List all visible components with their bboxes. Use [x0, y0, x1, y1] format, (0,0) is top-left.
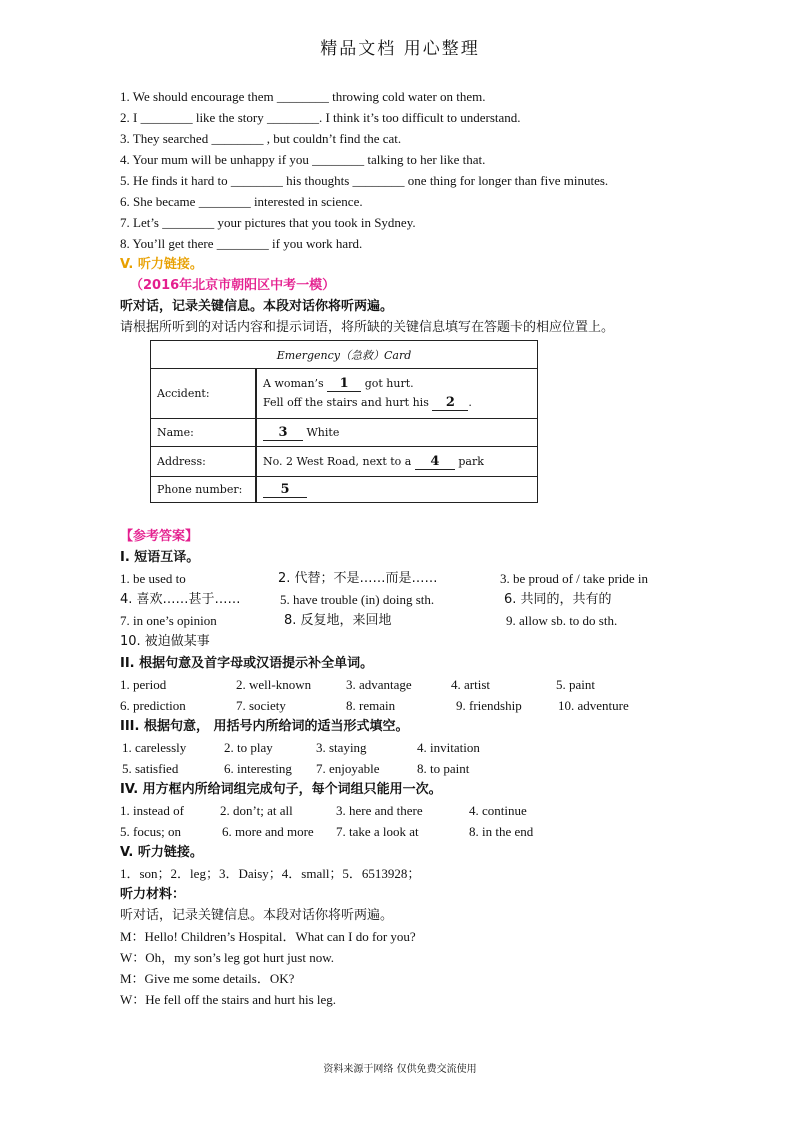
s1-item: 2. 代替；不是……而是……: [278, 571, 438, 586]
exercise-2: 2. I ________ like the story ________. I think it’s too difficult to understand.: [120, 110, 521, 125]
exercise-6: 6. She became ________ interested in science.: [120, 194, 363, 209]
s2-item: 9. friendship: [456, 698, 522, 713]
exercise-3: 3. They searched ________ , but couldn’t find the cat.: [120, 131, 402, 146]
s4-item: 8. in the end: [469, 824, 534, 839]
answers-heading: 【参考答案】: [120, 529, 199, 544]
s1-item: 9. allow sb. to do sth.: [506, 613, 618, 628]
s3-item: 8. to paint: [417, 761, 470, 776]
accident-label: Accident:: [151, 369, 257, 419]
s1-item: 10. 被迫做某事: [120, 634, 210, 649]
blank-3: 3: [263, 425, 303, 441]
dialogue-line: M：Give me some details．OK?: [120, 971, 295, 986]
exercise-1: 1. We should encourage them ________ throwing cold water on them.: [120, 89, 486, 104]
page-header: 精品文档 用心整理: [320, 39, 480, 59]
s4-item: 4. continue: [469, 803, 527, 818]
s3-item: 2. to play: [224, 740, 273, 755]
address-cell: [256, 447, 538, 477]
s3-item: 6. interesting: [224, 761, 292, 776]
s2-item: 8. remain: [346, 698, 396, 713]
s4-title: IV. 用方框内所给词组完成句子，每个词组只能用一次。: [120, 782, 442, 797]
s3-item: 7. enjoyable: [316, 761, 380, 776]
dialogue-line: W：He fell off the stairs and hurt his leg.: [120, 992, 337, 1007]
s5-answers: 1．son；2．leg；3．Daisy；4．small；5．6513928；: [120, 866, 421, 881]
s3-item: 5. satisfied: [122, 761, 179, 776]
blank-1: 1: [327, 376, 361, 392]
dialogue-line: M：Hello! Children’s Hospital．What can I do for you?: [120, 929, 416, 944]
s1-item: 4. 喜欢……甚于……: [120, 592, 241, 607]
material-intro: 听对话，记录关键信息。本段对话你将听两遍。: [120, 908, 394, 923]
name-cell: [256, 419, 538, 447]
s1-item: 7. in one’s opinion: [120, 613, 217, 628]
blank-2: 2: [432, 395, 468, 411]
page-footer: 资料来源于网络 仅供免费交流使用: [323, 1064, 477, 1075]
phone-label: Phone number:: [151, 477, 257, 503]
material-title: 听力材料：: [120, 887, 186, 902]
listening-instruction-bold: 听对话，记录关键信息。本段对话你将听两遍。: [120, 299, 394, 314]
exercise-8: 8. You’ll get there ________ if you work hard.: [120, 236, 363, 251]
s3-title: III. 根据句意， 用括号内所给词的适当形式填空。: [120, 719, 409, 734]
address-label: Address:: [151, 447, 257, 477]
exercise-7: 7. Let’s ________ your pictures that you took in Sydney.: [120, 215, 416, 230]
address-post: park: [458, 454, 484, 468]
s2-item: 2. well-known: [236, 677, 312, 692]
listening-source: （2016年北京市朝阳区中考一模）: [130, 278, 336, 293]
emergency-card: [150, 340, 538, 503]
s2-title: II. 根据句意及首字母或汉语提示补全单词。: [120, 656, 374, 671]
blank-4: 4: [415, 454, 455, 470]
s1-item: 8. 反复地，来回地: [284, 613, 392, 628]
blank-5: 5: [263, 482, 307, 498]
s4-item: 2. don’t; at all: [220, 803, 293, 818]
accident-line1-pre: A woman’s: [263, 377, 324, 390]
s1-item: 1. be used to: [120, 571, 186, 586]
s3-item: 3. staying: [316, 740, 367, 755]
accident-line1-post: got hurt.: [364, 377, 414, 390]
s2-item: 4. artist: [451, 677, 490, 692]
name-label: Name:: [151, 419, 257, 447]
dialogue-line: W：Oh，my son’s leg got hurt just now.: [120, 950, 335, 965]
s1-item: 5. have trouble (in) doing sth.: [280, 592, 435, 607]
phone-cell: [256, 477, 538, 503]
name-post: White: [306, 425, 340, 439]
s2-item: 6. prediction: [120, 698, 186, 713]
accident-cell: [256, 369, 538, 419]
accident-line2-pre: Fell off the stairs and hurt his: [263, 396, 429, 409]
address-pre: No. 2 West Road, next to a: [263, 454, 412, 468]
s1-item: 6. 共同的，共有的: [504, 592, 612, 607]
s1-title: I. 短语互译。: [120, 550, 200, 565]
s4-item: 5. focus; on: [120, 824, 182, 839]
accident-line2-post: .: [468, 396, 472, 409]
s4-item: 1. instead of: [120, 803, 184, 818]
exercise-5: 5. He finds it hard to ________ his thoughts ________ one thing for longer than five minutes.: [120, 173, 609, 188]
s2-item: 3. advantage: [346, 677, 412, 692]
exercise-4: 4. Your mum will be unhappy if you ________ talking to her like that.: [120, 152, 486, 167]
s2-item: 7. society: [236, 698, 286, 713]
s4-item: 3. here and there: [336, 803, 423, 818]
s4-item: 6. more and more: [222, 824, 314, 839]
listening-heading: V. 听力链接。: [120, 257, 203, 272]
s2-item: 5. paint: [556, 677, 595, 692]
s1-item: 3. be proud of / take pride in: [500, 571, 649, 586]
card-title: Emergency（急救）Card: [151, 341, 538, 369]
s2-item: 10. adventure: [558, 698, 629, 713]
s5-title: V. 听力链接。: [120, 845, 203, 860]
listening-instruction: 请根据所听到的对话内容和提示词语，将所缺的关键信息填写在答题卡的相应位置上。: [120, 320, 615, 335]
s4-item: 7. take a look at: [336, 824, 419, 839]
s3-item: 1. carelessly: [122, 740, 187, 755]
s2-item: 1. period: [120, 677, 167, 692]
s3-item: 4. invitation: [417, 740, 480, 755]
